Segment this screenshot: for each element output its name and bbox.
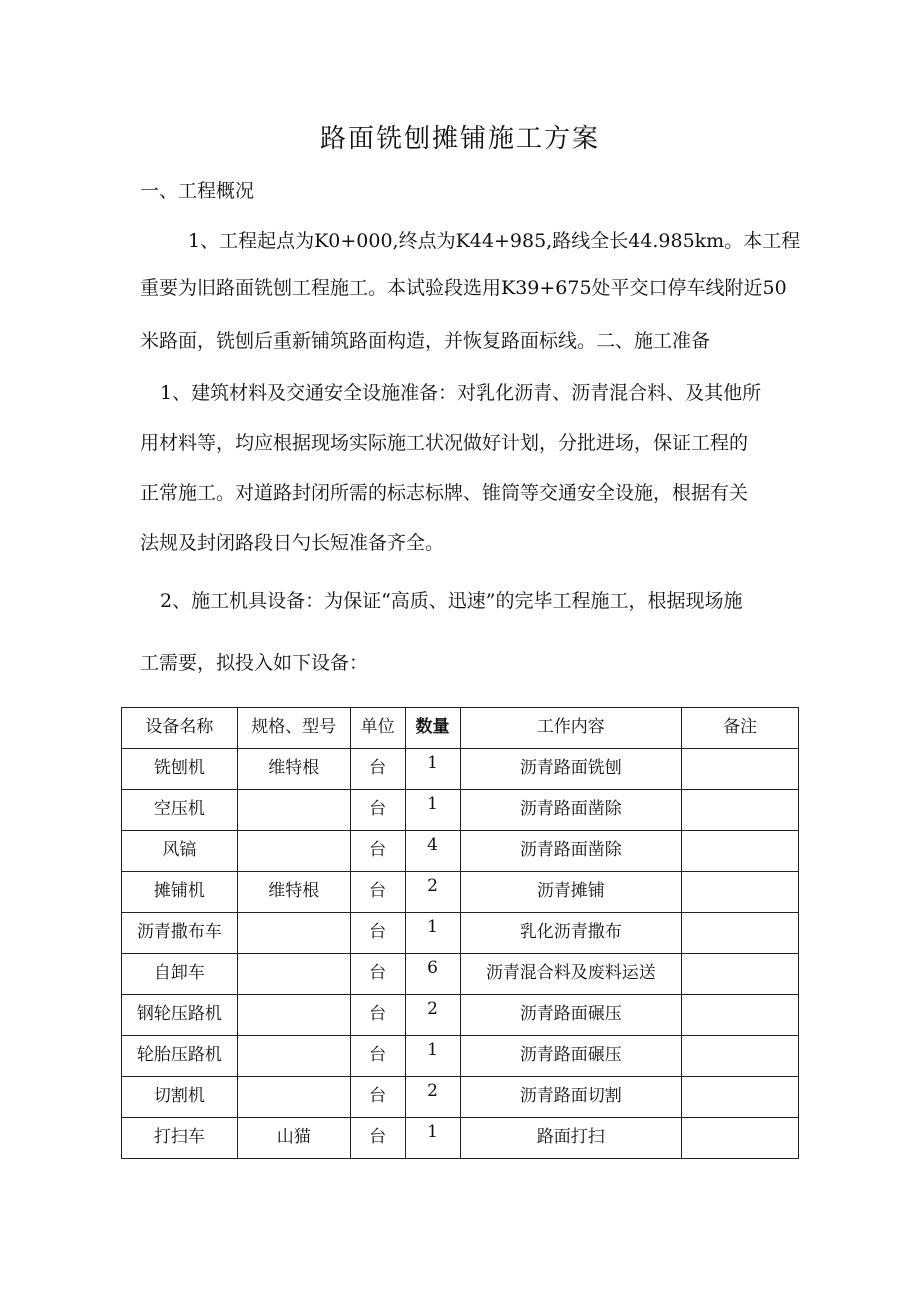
cell-work: 沥青路面切割 [460,1077,682,1118]
document-title: 路面铣刨摊铺施工方案 [319,124,600,154]
table-row [122,1077,799,1118]
cell-name: 钢轮压路机 [122,995,238,1036]
table-row [122,790,799,831]
header-equipment-name: 设备名称 [122,708,238,749]
section-heading-overview: 一、工程概况 [140,180,255,202]
cell-work: 沥青路面凿除 [460,790,682,831]
cell-qty: 1 [405,790,460,831]
cell-spec [237,995,350,1036]
paragraph-line: 1、工程起点为K0+000,终点为K44+985,路线全长44.985km。本工程 [188,230,801,252]
paragraph-line: 工需要，拟投入如下设备： [140,652,369,674]
cell-unit: 台 [350,790,405,831]
paragraph-line: 2、施工机具设备：为保证“高质、迅速”的完毕工程施工，根据现场施 [160,590,743,612]
cell-name: 风镐 [122,831,238,872]
cell-qty: 2 [405,1077,460,1118]
cell-unit: 台 [350,1036,405,1077]
cell-remark [682,1118,799,1159]
cell-spec: 维特根 [237,872,350,913]
cell-spec [237,790,350,831]
cell-work: 沥青路面碾压 [460,1036,682,1077]
cell-unit: 台 [350,995,405,1036]
table-row [122,995,799,1036]
cell-work: 沥青路面凿除 [460,831,682,872]
table-header-row [122,708,799,749]
cell-unit: 台 [350,913,405,954]
cell-spec [237,1077,350,1118]
cell-name: 空压机 [122,790,238,831]
paragraph-line: 1、建筑材料及交通安全设施准备：对乳化沥青、沥青混合料、及其他所 [160,382,762,404]
cell-name: 铣刨机 [122,749,238,790]
cell-unit: 台 [350,831,405,872]
cell-unit: 台 [350,1077,405,1118]
cell-work: 沥青路面铣刨 [460,749,682,790]
cell-unit: 台 [350,954,405,995]
cell-work: 路面打扫 [460,1118,682,1159]
cell-work: 沥青路面碾压 [460,995,682,1036]
cell-name: 打扫车 [122,1118,238,1159]
cell-remark [682,1077,799,1118]
cell-name: 切割机 [122,1077,238,1118]
cell-remark [682,913,799,954]
cell-spec: 山猫 [237,1118,350,1159]
cell-name: 自卸车 [122,954,238,995]
cell-qty: 1 [405,913,460,954]
cell-unit: 台 [350,1118,405,1159]
cell-qty: 6 [405,954,460,995]
table-row [122,831,799,872]
cell-spec [237,1036,350,1077]
cell-remark [682,749,799,790]
table-row [122,954,799,995]
table-row [122,749,799,790]
paragraph-line: 重要为旧路面铣刨工程施工。本试验段选用K39+675处平交口停车线附近50 [140,277,787,299]
cell-spec: 维特根 [237,749,350,790]
cell-remark [682,790,799,831]
header-remarks: 备注 [682,708,799,749]
cell-name: 轮胎压路机 [122,1036,238,1077]
cell-work: 沥青混合料及废料运送 [460,954,682,995]
cell-spec [237,913,350,954]
paragraph-line: 法规及封闭路段日勺长短准备齐全。 [140,532,445,554]
cell-unit: 台 [350,749,405,790]
cell-qty: 2 [405,995,460,1036]
cell-remark [682,995,799,1036]
cell-work: 沥青摊铺 [460,872,682,913]
cell-spec [237,831,350,872]
cell-spec [237,954,350,995]
cell-qty: 1 [405,1036,460,1077]
cell-work: 乳化沥青撒布 [460,913,682,954]
cell-name: 摊铺机 [122,872,238,913]
cell-remark [682,1036,799,1077]
cell-name: 沥青撒布车 [122,913,238,954]
header-spec-model: 规格、型号 [237,708,350,749]
cell-qty: 2 [405,872,460,913]
equipment-table [121,707,799,1159]
table-row [122,913,799,954]
cell-remark [682,831,799,872]
cell-remark [682,954,799,995]
table-row [122,872,799,913]
cell-qty: 1 [405,749,460,790]
header-quantity: 数量 [405,708,460,749]
paragraph-line: 米路面，铣刨后重新铺筑路面构造，并恢复路面标线。二、施工准备 [140,330,711,352]
cell-qty: 1 [405,1118,460,1159]
header-unit: 单位 [350,708,405,749]
table-row [122,1118,799,1159]
header-work-content: 工作内容 [460,708,682,749]
paragraph-line: 正常施工。对道路封闭所需的标志标牌、锥筒等交通安全设施，根据有关 [140,482,749,504]
cell-unit: 台 [350,872,405,913]
table-row [122,1036,799,1077]
paragraph-line: 用材料等，均应根据现场实际施工状况做好计划，分批进场，保证工程的 [140,432,749,454]
cell-qty: 4 [405,831,460,872]
cell-remark [682,872,799,913]
